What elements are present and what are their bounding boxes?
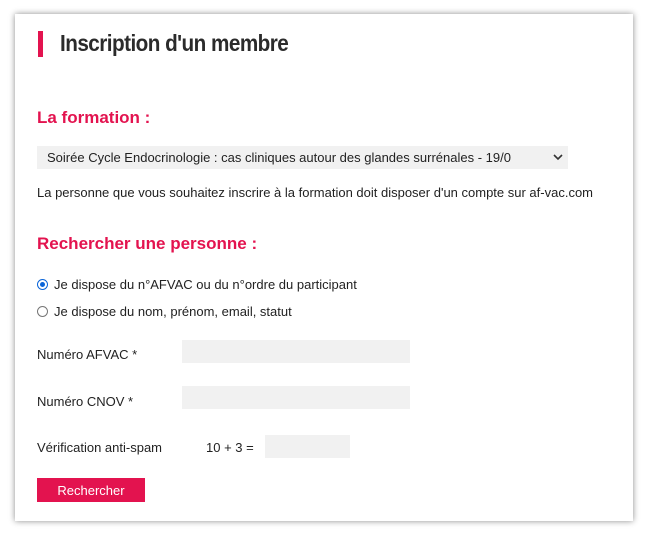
page-title: Inscription d'un membre [60, 30, 289, 56]
captcha-label: Vérification anti-spam [37, 440, 162, 455]
radio-option-label: Je dispose du n°AFVAC ou du n°ordre du participant [54, 277, 357, 292]
captcha-question: 10 + 3 = [206, 440, 254, 455]
captcha-input[interactable] [265, 435, 350, 458]
title-accent-bar [38, 31, 43, 57]
radio-button-unchecked[interactable] [37, 306, 48, 317]
radio-option-label: Je dispose du nom, prénom, email, statut [54, 304, 292, 319]
cnov-number-input[interactable] [182, 386, 410, 409]
radio-option-name-email[interactable] [37, 304, 292, 319]
chevron-down-icon [552, 151, 564, 163]
formation-select[interactable] [37, 146, 568, 169]
registration-card [15, 14, 633, 521]
afvac-number-label: Numéro AFVAC * [37, 347, 138, 362]
search-heading: Rechercher une personne : [37, 234, 258, 253]
radio-button-checked[interactable] [37, 279, 48, 290]
afvac-number-input[interactable] [182, 340, 410, 363]
cnov-number-label: Numéro CNOV * [37, 394, 134, 409]
radio-option-afvac-number[interactable] [37, 277, 357, 292]
formation-select-value: Soirée Cycle Endocrinologie : cas cliniques autour des glandes surrénales - 19/0 [47, 150, 511, 165]
account-requirement-text: La personne que vous souhaitez inscrire à la formation doit disposer d'un compte sur af-vac.com [37, 185, 593, 200]
search-button[interactable]: Rechercher [37, 478, 145, 502]
formation-heading: La formation : [37, 108, 151, 127]
